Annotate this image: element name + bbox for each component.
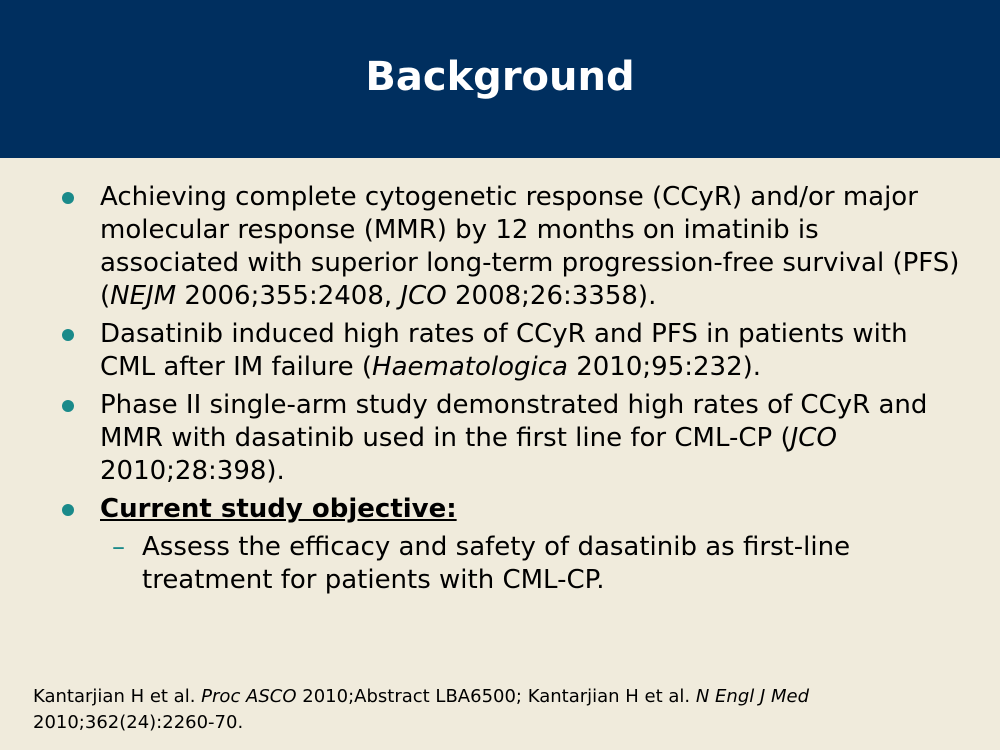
bullet-item (62, 389, 962, 488)
bullet-item (62, 318, 962, 384)
title-bar (0, 0, 1000, 158)
bullet-dot-icon (62, 400, 74, 412)
slide-title: Background (365, 54, 635, 100)
dash-icon: – (112, 532, 125, 562)
bullet-text: Dasatinib induced high rates of CCyR and PFS in patients with CML after IM failure (Haematologica 2010;95:232). (100, 319, 908, 382)
bullet-dot-icon (62, 192, 74, 204)
bullet-item (62, 181, 962, 313)
bullet-dot-icon (62, 329, 74, 341)
bullet-text: Achieving complete cytogenetic response (CCyR) and/or major molecular response (MMR) by 12 months on imatinib is associated with superior long-term progression-free survival (PFS) (NEJM 2006;355:2408, JCO 2008;26:3358). (100, 182, 960, 311)
objective-heading: Current study objective: (100, 494, 457, 524)
bullet-item (62, 493, 962, 526)
bullet-text: Phase II single-arm study demonstrated high rates of CCyR and MMR with dasatinib used in the first line for CML-CP (JCO 2010;28:398). (100, 390, 928, 486)
reference-footnote: Kantarjian H et al. Proc ASCO 2010;Abstract LBA6500; Kantarjian H et al. N Engl J Med 2010;362(24):2260-70. (33, 686, 810, 733)
sub-bullet-text: Assess the efficacy and safety of dasatinib as first-line treatment for patients with CML-CP. (142, 532, 851, 595)
sub-bullet-item (112, 531, 962, 597)
bullet-dot-icon (62, 504, 74, 516)
bullet-list (62, 181, 962, 597)
